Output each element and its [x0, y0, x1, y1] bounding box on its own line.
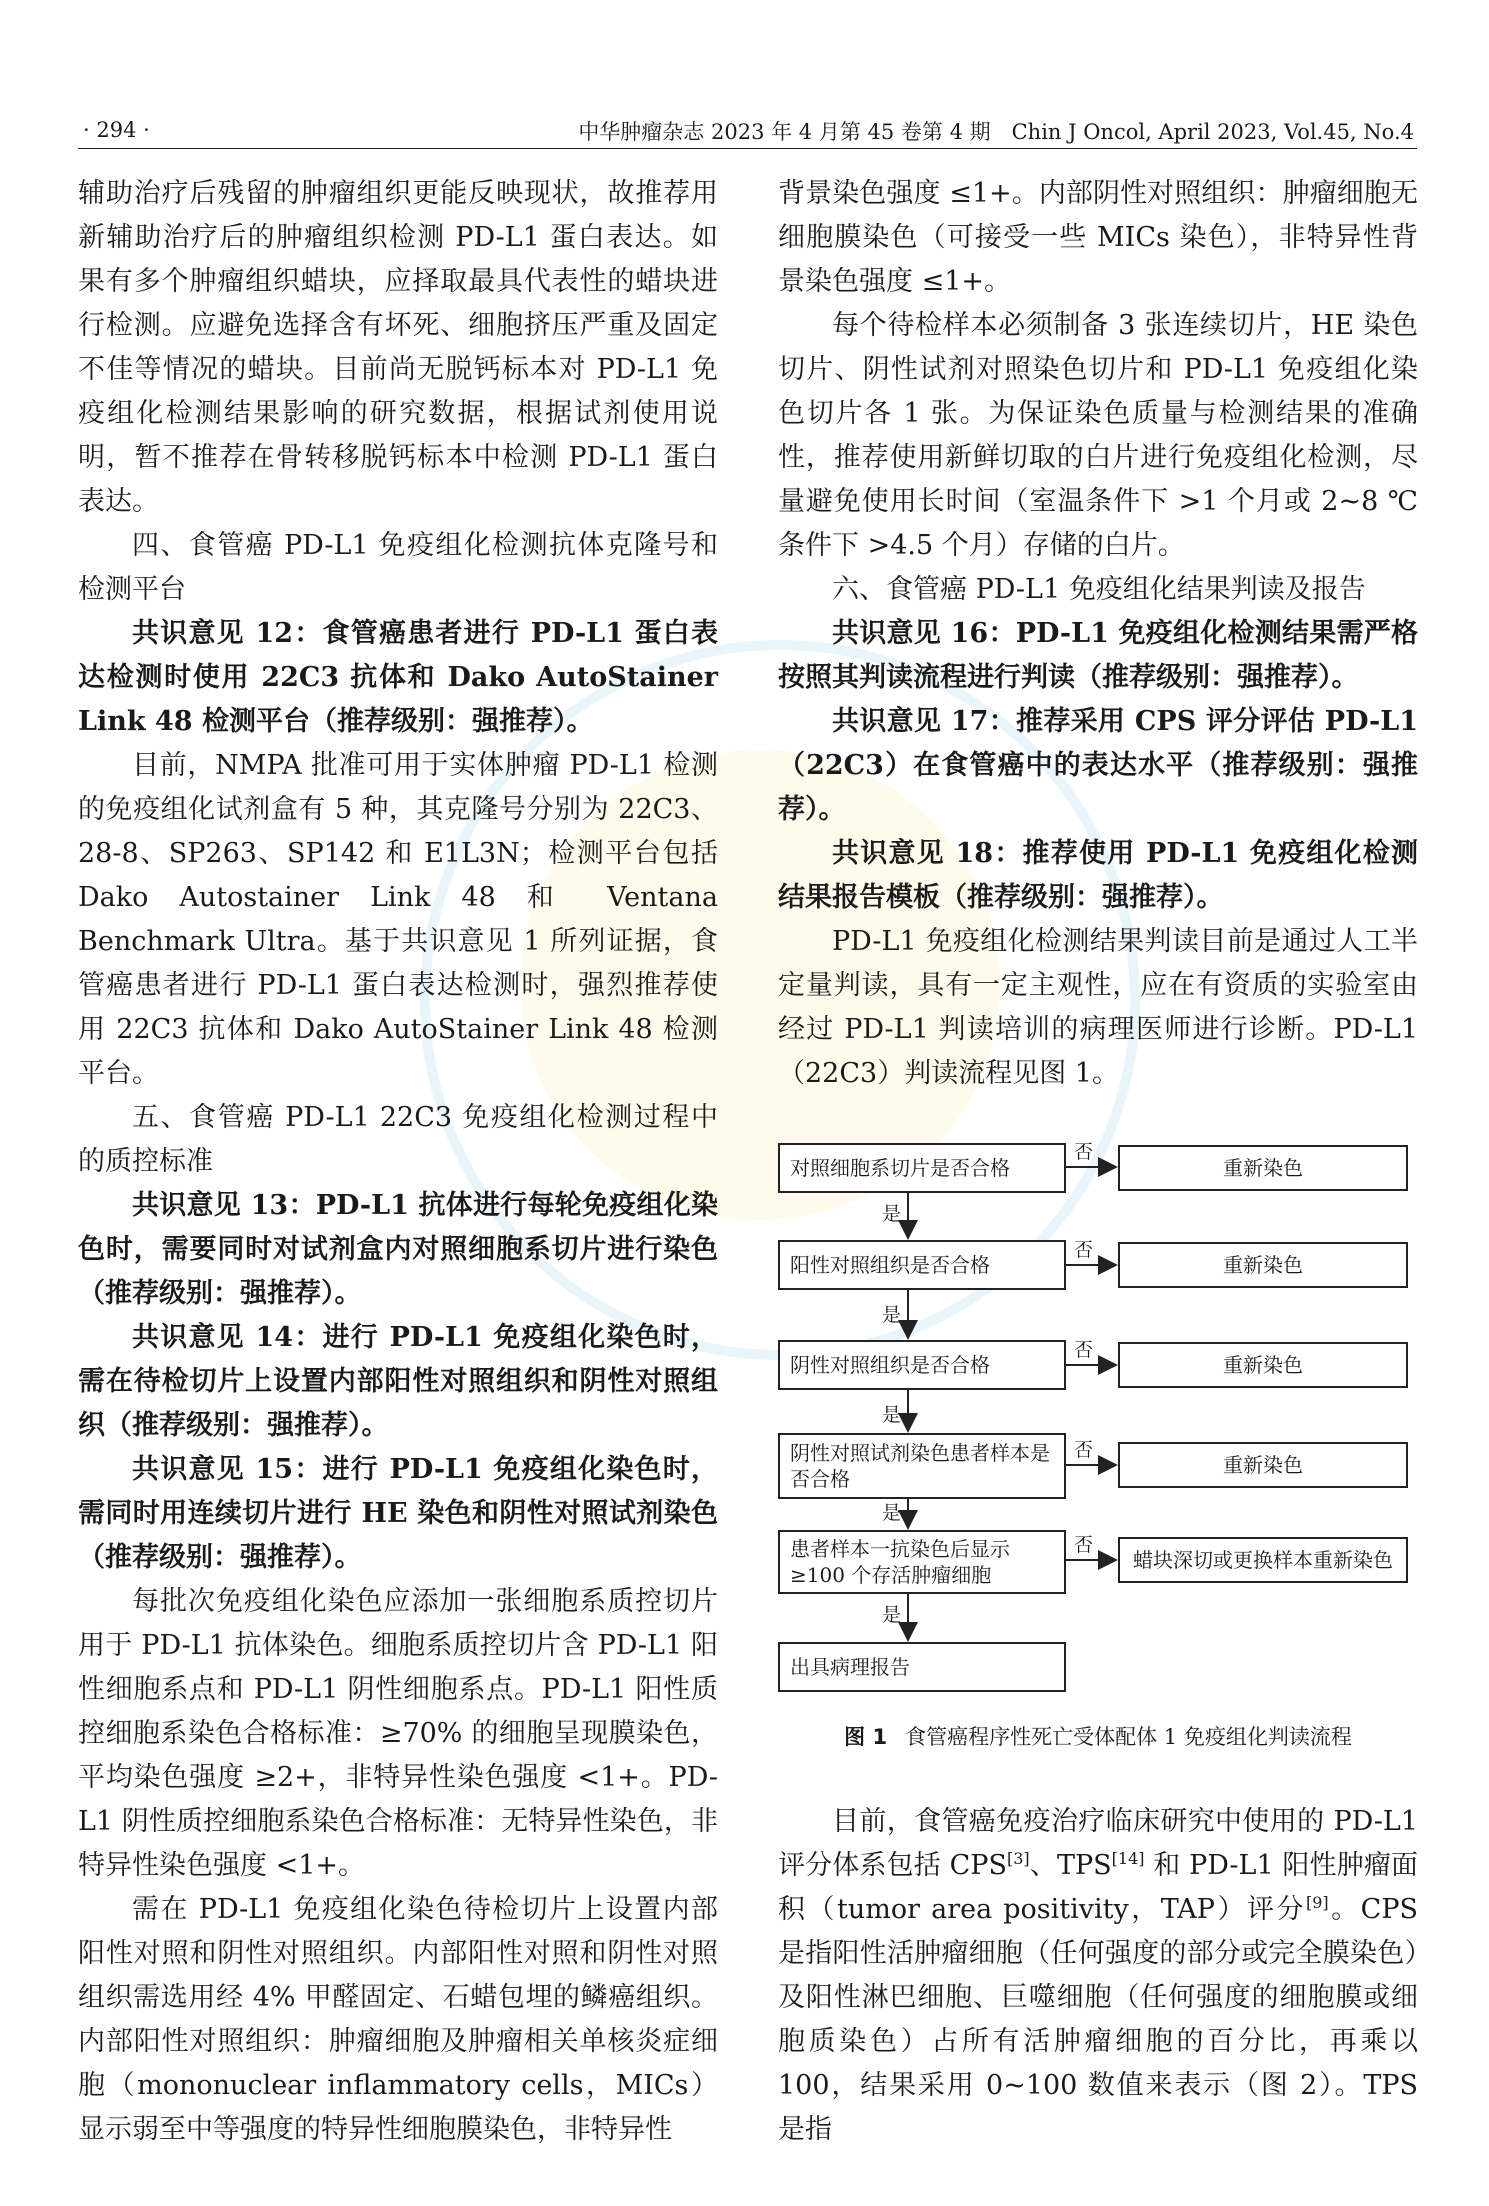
consensus-statement: 共识意见 14：进行 PD-L1 免疫组化染色时，需在待检切片上设置内部阳性对照组织和阴性对照组织（推荐级别：强推荐）。	[78, 1322, 718, 1441]
step-label: 阳性对照组织是否合格	[790, 1253, 990, 1277]
flowchart-action	[1118, 1342, 1408, 1388]
action-label: 重新染色	[1223, 1156, 1303, 1180]
section-heading: 五、食管癌 PD-L1 22C3 免疫组化检测过程中的质控标准	[78, 1102, 718, 1177]
header-rule	[78, 148, 1417, 149]
step-label: 阴性对照试剂染色患者样本是否合格	[790, 1441, 1050, 1491]
action-label: 重新染色	[1223, 1353, 1303, 1377]
paragraph	[778, 1800, 1418, 2152]
step-label: 阴性对照组织是否合格	[790, 1353, 990, 1377]
step-label: 对照细胞系切片是否合格	[790, 1156, 1010, 1180]
flowchart-action	[1118, 1442, 1408, 1488]
yes-label: 是	[882, 1502, 902, 1524]
consensus-statement: 共识意见 18：推荐使用 PD-L1 免疫组化检测结果报告模板（推荐级别：强推荐）。	[778, 838, 1418, 913]
flowchart-step	[778, 1240, 1066, 1290]
yes-label: 是	[882, 1604, 902, 1626]
paragraph: PD-L1 免疫组化检测结果判读目前是通过人工半定量判读，具有一定主观性，应在有资质的实验室由经过 PD-L1 判读培训的病理医师进行诊断。PD-L1（22C3）判读流程见图 1。	[778, 926, 1418, 1089]
flowchart-connectors	[778, 1140, 1418, 1720]
figure-title: 食管癌程序性死亡受体配体 1 免疫组化判读流程	[905, 1725, 1352, 1749]
citation: [14]	[1111, 1849, 1145, 1868]
citation: [9]	[1305, 1893, 1329, 1912]
flowchart-action	[1118, 1145, 1408, 1191]
step-label: 患者样本一抗染色后显示≥100 个存活肿瘤细胞	[790, 1537, 1010, 1587]
action-label: 重新染色	[1223, 1453, 1303, 1477]
journal-info: 中华肿瘤杂志 2023 年 4 月第 45 卷第 4 期 Chin J Oncol, April 2023, Vol.45, No.4	[578, 120, 1414, 144]
paragraph: 需在 PD-L1 免疫组化染色待检切片上设置内部阳性对照和阴性对照组织。内部阳性对照和阴性对照组织需选用经 4% 甲醛固定、石蜡包埋的鳞癌组织。内部阳性对照组织：肿瘤细胞及肿瘤相关单核炎症细胞（mononuclear inflammatory cells，MICs）显示弱至中等强度的特异性细胞膜染色，非特异性	[78, 1894, 718, 2145]
no-label: 否	[1074, 1534, 1094, 1556]
paragraph: 每批次免疫组化染色应添加一张细胞系质控切片用于 PD-L1 抗体染色。细胞系质控切片含 PD-L1 阳性细胞系点和 PD-L1 阴性细胞系点。PD-L1 阳性质控细胞系染色合格标准：≥70% 的细胞呈现膜染色，平均染色强度 ≥2+，非特异性染色强度 <1+。PD-L1 阴性质控细胞系染色合格标准：无特异性染色，非特异性染色强度 <1+。	[78, 1586, 718, 1881]
flowchart-action	[1118, 1537, 1408, 1583]
flowchart-step	[778, 1530, 1066, 1594]
text-run: 。CPS 是指阳性活肿瘤细胞（任何强度的部分或完全膜染色）及阳性淋巴细胞、巨噬细胞（任何强度的细胞膜或细胞质染色）占所有活肿瘤细胞的百分比，再乘以 100，结果采用 0~100 数值来表示（图 2）。TPS 是指	[778, 1894, 1418, 2145]
no-label: 否	[1074, 1339, 1094, 1361]
yes-label: 是	[882, 1304, 902, 1326]
no-label: 否	[1074, 1141, 1094, 1163]
text-run: 和 PD-L1 阳性肿瘤面积（tumor area positivity，TAP）评分	[778, 1850, 1418, 1925]
left-column	[78, 172, 718, 2152]
flowchart-action	[1118, 1242, 1408, 1288]
consensus-statement: 共识意见 17：推荐采用 CPS 评分评估 PD-L1（22C3）在食管癌中的表达水平（推荐级别：强推荐）。	[778, 706, 1418, 825]
consensus-statement: 共识意见 12：食管癌患者进行 PD-L1 蛋白表达检测时使用 22C3 抗体和 Dako AutoStainer Link 48 检测平台（推荐级别：强推荐）。	[78, 618, 718, 737]
yes-label: 是	[882, 1203, 902, 1225]
paragraph: 每个待检样本必须制备 3 张连续切片，HE 染色切片、阴性试剂对照染色切片和 PD-L1 免疫组化染色切片各 1 张。为保证染色质量与检测结果的准确性，推荐使用新鲜切取的白片进行免疫组化检测，尽量避免使用长时间（室温条件下 >1 个月或 2~8 ℃条件下 >4.5 个月）存储的白片。	[778, 310, 1418, 561]
flowchart-step	[778, 1143, 1066, 1193]
section-heading: 六、食管癌 PD-L1 免疫组化结果判读及报告	[832, 574, 1366, 605]
text-run: 目前，食管癌免疫治疗临床研究中使用的 PD-L1 评分体系包括 CPS	[778, 1806, 1418, 1881]
figure-label: 图 1	[844, 1725, 888, 1749]
page-number: · 294 ·	[83, 118, 150, 142]
right-column	[778, 172, 1418, 1096]
paragraph: 背景染色强度 ≤1+。内部阴性对照组织：肿瘤细胞无细胞膜染色（可接受一些 MICs 染色），非特异性背景染色强度 ≤1+。	[778, 178, 1418, 297]
no-label: 否	[1074, 1239, 1094, 1261]
right-column-bottom	[778, 1800, 1418, 2152]
consensus-statement: 共识意见 15：进行 PD-L1 免疫组化染色时，需同时用连续切片进行 HE 染色和阴性对照试剂染色（推荐级别：强推荐）。	[78, 1454, 718, 1573]
page-header	[0, 0, 1489, 150]
yes-label: 是	[882, 1404, 902, 1426]
action-label: 蜡块深切或更换样本重新染色	[1133, 1548, 1393, 1572]
consensus-statement: 共识意见 16：PD-L1 免疫组化检测结果需严格按照其判读流程进行判读（推荐级别：强推荐）。	[778, 618, 1418, 693]
figure-caption	[778, 1722, 1418, 1752]
text-run: 、TPS	[1029, 1850, 1112, 1881]
flowchart-step	[778, 1433, 1066, 1499]
action-label: 重新染色	[1223, 1253, 1303, 1277]
section-heading: 四、食管癌 PD-L1 免疫组化检测抗体克隆号和检测平台	[78, 530, 718, 605]
consensus-statement: 共识意见 13：PD-L1 抗体进行每轮免疫组化染色时，需要同时对试剂盒内对照细胞系切片进行染色（推荐级别：强推荐）。	[78, 1190, 718, 1309]
step-label: 出具病理报告	[790, 1655, 910, 1679]
paragraph: 目前，NMPA 批准可用于实体肿瘤 PD-L1 检测的免疫组化试剂盒有 5 种，其克隆号分别为 22C3、28-8、SP263、SP142 和 E1L3N；检测平台包括 Dako Autostainer Link 48 和 Ventana Benchmark Ultra。基于共识意见 1 所列证据，食管癌患者进行 PD-L1 蛋白表达检测时，强烈推荐使用 22C3 抗体和 Dako AutoStainer Link 48 检测平台。	[78, 750, 718, 1089]
paragraph: 辅助治疗后残留的肿瘤组织更能反映现状，故推荐用新辅助治疗后的肿瘤组织检测 PD-L1 蛋白表达。如果有多个肿瘤组织蜡块，应择取最具代表性的蜡块进行检测。应避免选择含有坏死、细胞挤压严重及固定不佳等情况的蜡块。目前尚无脱钙标本对 PD-L1 免疫组化检测结果影响的研究数据，根据试剂使用说明，暂不推荐在骨转移脱钙标本中检测 PD-L1 蛋白表达。	[78, 178, 718, 517]
citation: [3]	[1006, 1849, 1030, 1868]
no-label: 否	[1074, 1439, 1094, 1461]
flowchart-figure	[778, 1140, 1418, 1760]
flowchart-final	[778, 1642, 1066, 1692]
flowchart-step	[778, 1340, 1066, 1390]
